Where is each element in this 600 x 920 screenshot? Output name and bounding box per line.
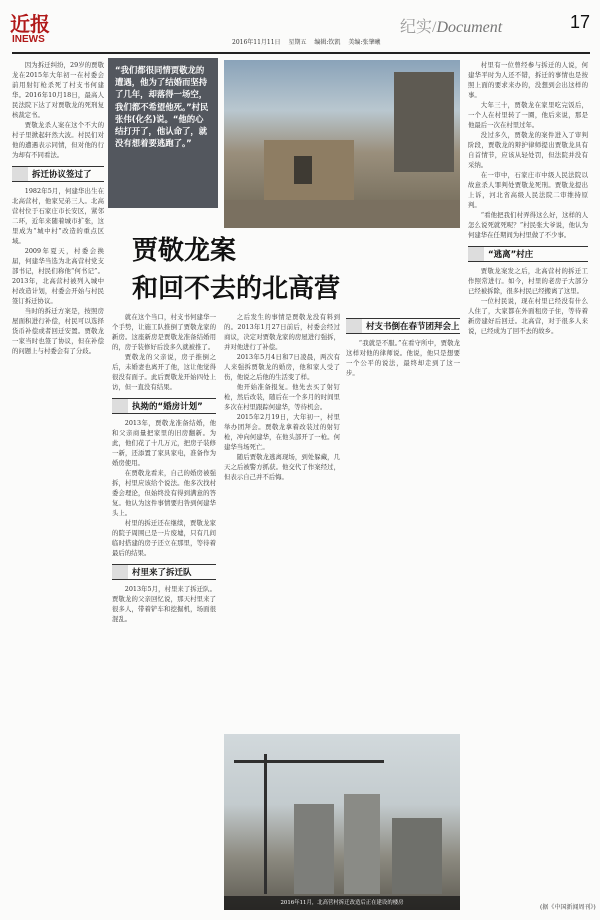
editor-credit: 编辑:钦凯 <box>314 39 341 46</box>
headline-line-1: 贾敬龙案 <box>132 236 237 266</box>
photo-crane-jib <box>234 760 384 763</box>
photo-door <box>294 156 312 184</box>
paragraph: 就在这个当口，村支书何建华一个手势，让施工队推倒了贾敬龙家的新房。这座新房是贾敬龙准备结婚用的，房子装修好后没多久就被推了。 <box>112 313 216 351</box>
headline-line-2: 和回不去的北高营 <box>132 274 341 304</box>
paragraph: 2013年，贾敬龙准备结婚，他和父亲商量把家里的旧房翻新。为此，他们花了十几万元，把房子装修一新，还添置了家具家电，准备作为婚房使用。 <box>112 419 216 467</box>
issue-date: 2016年11月11日 <box>232 39 281 46</box>
issue-meta <box>232 37 386 46</box>
paragraph: 大年三十，贾敬龙在家里吃完饭后，一个人在村里转了一圈，他后来说，那是他最后一次在村里过年。 <box>468 101 588 129</box>
newspaper-logo-en: INEWS <box>12 34 45 45</box>
pull-quote: “我们都很同情贾敬龙的遭遇，他为了结婚而坚持了几年，却落得一场空，我们都不希望他死。”村民张伟(化名)说。“他的心结打开了，他认命了，就没有想着要逃跑了。” <box>108 58 218 208</box>
photo-rubble <box>224 200 460 228</box>
paragraph: 贾敬龙案发之后，北高营村的拆迁工作照常进行。如今，村里的老房子大部分已经被拆除，很多村民已经搬离了这里。 <box>468 267 588 295</box>
paragraph: 贾敬龙杀人案在这个不大的村子里掀起轩然大波。村民们对他的遭遇表示同情，但对他的行为却有不同看法。 <box>12 121 104 159</box>
article-column-3b <box>346 312 460 730</box>
paragraph: 在贾敬龙看来，自己的婚房被强拆，村里应该给个说法。他多次找村委会理论，但始终没有得到满意的答复。他认为这件事情要归咎到何建华头上。 <box>112 469 216 517</box>
construction-site-photo <box>224 734 460 910</box>
header-rule <box>12 52 590 54</box>
paragraph: 2013年5月4日和7日凌晨，两次有人来强拆贾敬龙的婚房，他和家人受了伤，他说之后他的生活变了样。 <box>224 353 340 381</box>
paragraph: 当时的拆迁方案是，按照房屋面积进行补偿，村民可以选择货币补偿或者回迁安置。贾敬龙一家当时也签了协议，但在补偿的问题上与村委会有了分歧。 <box>12 307 104 355</box>
designer-credit: 美编:张肇曦 <box>348 39 381 46</box>
paragraph: 之后发生的事情是贾敬龙没有料到的。2013年1月27日前后，村委会经过商议，决定对贾敬龙家的房屋进行强拆，并对他进行了补偿。 <box>224 313 340 351</box>
subhead-escape-village: “逃离”村庄 <box>468 246 588 262</box>
section-title <box>400 14 502 37</box>
paragraph: 2013年5月，村里来了拆迁队。贾敬龙的父亲回忆说，那天村里来了很多人，带着铲车和挖掘机，场面很混乱。 <box>112 585 216 623</box>
article-column-4 <box>468 60 588 896</box>
paragraph: 在一审中，石家庄市中级人民法院以故意杀人罪判处贾敬龙死刑。贾敬龙提出上诉，河北省高级人民法院二审维持原判。 <box>468 171 588 209</box>
article-column-1 <box>12 60 104 912</box>
section-title-en: Document <box>436 19 503 36</box>
paragraph: 2015年2月19日，大年初一，村里举办团拜会。贾敬龙拿着改装过的射钉枪，冲向何建华，在他头部开了一枪。何建华当场死亡。 <box>224 413 340 451</box>
newspaper-logo: 近报 <box>10 12 50 36</box>
paragraph: 村里的拆迁还在继续，贾敬龙家的院子周围已是一片废墟，只有几间临时搭建的房子还立在那里，等待着最后的结果。 <box>112 519 216 557</box>
photo-crane-mast <box>264 754 267 894</box>
paragraph: 因为拆迁纠纷，29岁的贾敬龙在2015年大年初一在村委会前用射钉枪杀死了村支书何建华。2016年10月18日，最高人民法院下达了对贾敬龙的死刑复核裁定书。 <box>12 61 104 119</box>
page-header <box>0 0 600 60</box>
issue-weekday: 星期五 <box>288 39 307 46</box>
photo-tower <box>294 804 334 894</box>
paragraph: 他开始准备报复。他先去买了射钉枪，然后改装，随后在一个多月的时间里多次在村里跟踪何建华，等待机会。 <box>224 383 340 411</box>
paragraph: 贾敬龙的父亲说，房子推倒之后，未婚妻也离开了他，这让他觉得很没有面子。此后贾敬龙开始四处上访，但一直没有结果。 <box>112 353 216 391</box>
photo-building <box>394 72 454 172</box>
article-column-2 <box>112 312 216 912</box>
article-column-3 <box>224 312 340 730</box>
subhead-wedding-plan: 执拗的“婚房计划” <box>112 398 216 414</box>
paragraph: 1982年5月，何建华出生在北高营村，他家兄弟三人。北高营村位于石家庄市长安区，紧邻二环，近年来随着城市扩张，这里成为“城中村”改造的重点区域。 <box>12 187 104 245</box>
photo-tower <box>344 794 380 894</box>
paragraph: 村里有一位曾经参与拆迁的人说，何建华平时为人还不错，拆迁的事情也是按照上面的要求来办的，没想到会出这样的事。 <box>468 61 588 99</box>
section-title-zh: 纪实/ <box>400 19 437 36</box>
subhead-demolition-team: 村里来了拆迁队 <box>112 564 216 580</box>
paragraph: 没过多久，贾敬龙的案件进入了审判阶段，贾敬龙的辩护律师提出贾敬龙具有自首情节，应该从轻处罚，但法院并没有采纳。 <box>468 131 588 169</box>
page-number: 17 <box>570 12 591 32</box>
house-ruins-photo <box>224 60 460 228</box>
paragraph: “我就是不服。”在看守所中，贾敬龙这样对他的律师说。他说，他只是想要一个公平的说法，最终却走到了这一步。 <box>346 339 460 377</box>
subhead-party-secretary: 村支书倒在春节团拜会上 <box>346 318 460 334</box>
photo-tower <box>392 818 442 894</box>
paragraph: 2009年夏天，村委会换届，何建华当选为北高营村党支部书记，村民们称他“何书记”。2013年，北高营村被列入城中村改造计划，村委会开始与村民签订拆迁协议。 <box>12 247 104 305</box>
paragraph: 随后贾敬龙逃离现场，到处躲藏，几天之后被警方抓获。他交代了作案经过，但表示自己并不后悔。 <box>224 453 340 481</box>
source-credit: (据《中国新闻周刊》) <box>540 904 596 911</box>
paragraph: 一位村民说，现在村里已经没有什么人住了，大家都在外面租房子住，等待着新房建好后回迁。北高营，对于很多人来说，已经成为了回不去的故乡。 <box>468 297 588 335</box>
headline <box>132 232 340 308</box>
photo-caption: 2016年11月，北高营村拆迁改造后正在建设的楼房 <box>224 896 460 910</box>
paragraph: “看他把我们村弄得这么好，这样的人怎么说死就死呢？”村民张大爷说，他认为何建华在任期间为村里做了不少事。 <box>468 211 588 239</box>
subhead-agreement-signed: 拆迁协议签过了 <box>12 166 104 182</box>
